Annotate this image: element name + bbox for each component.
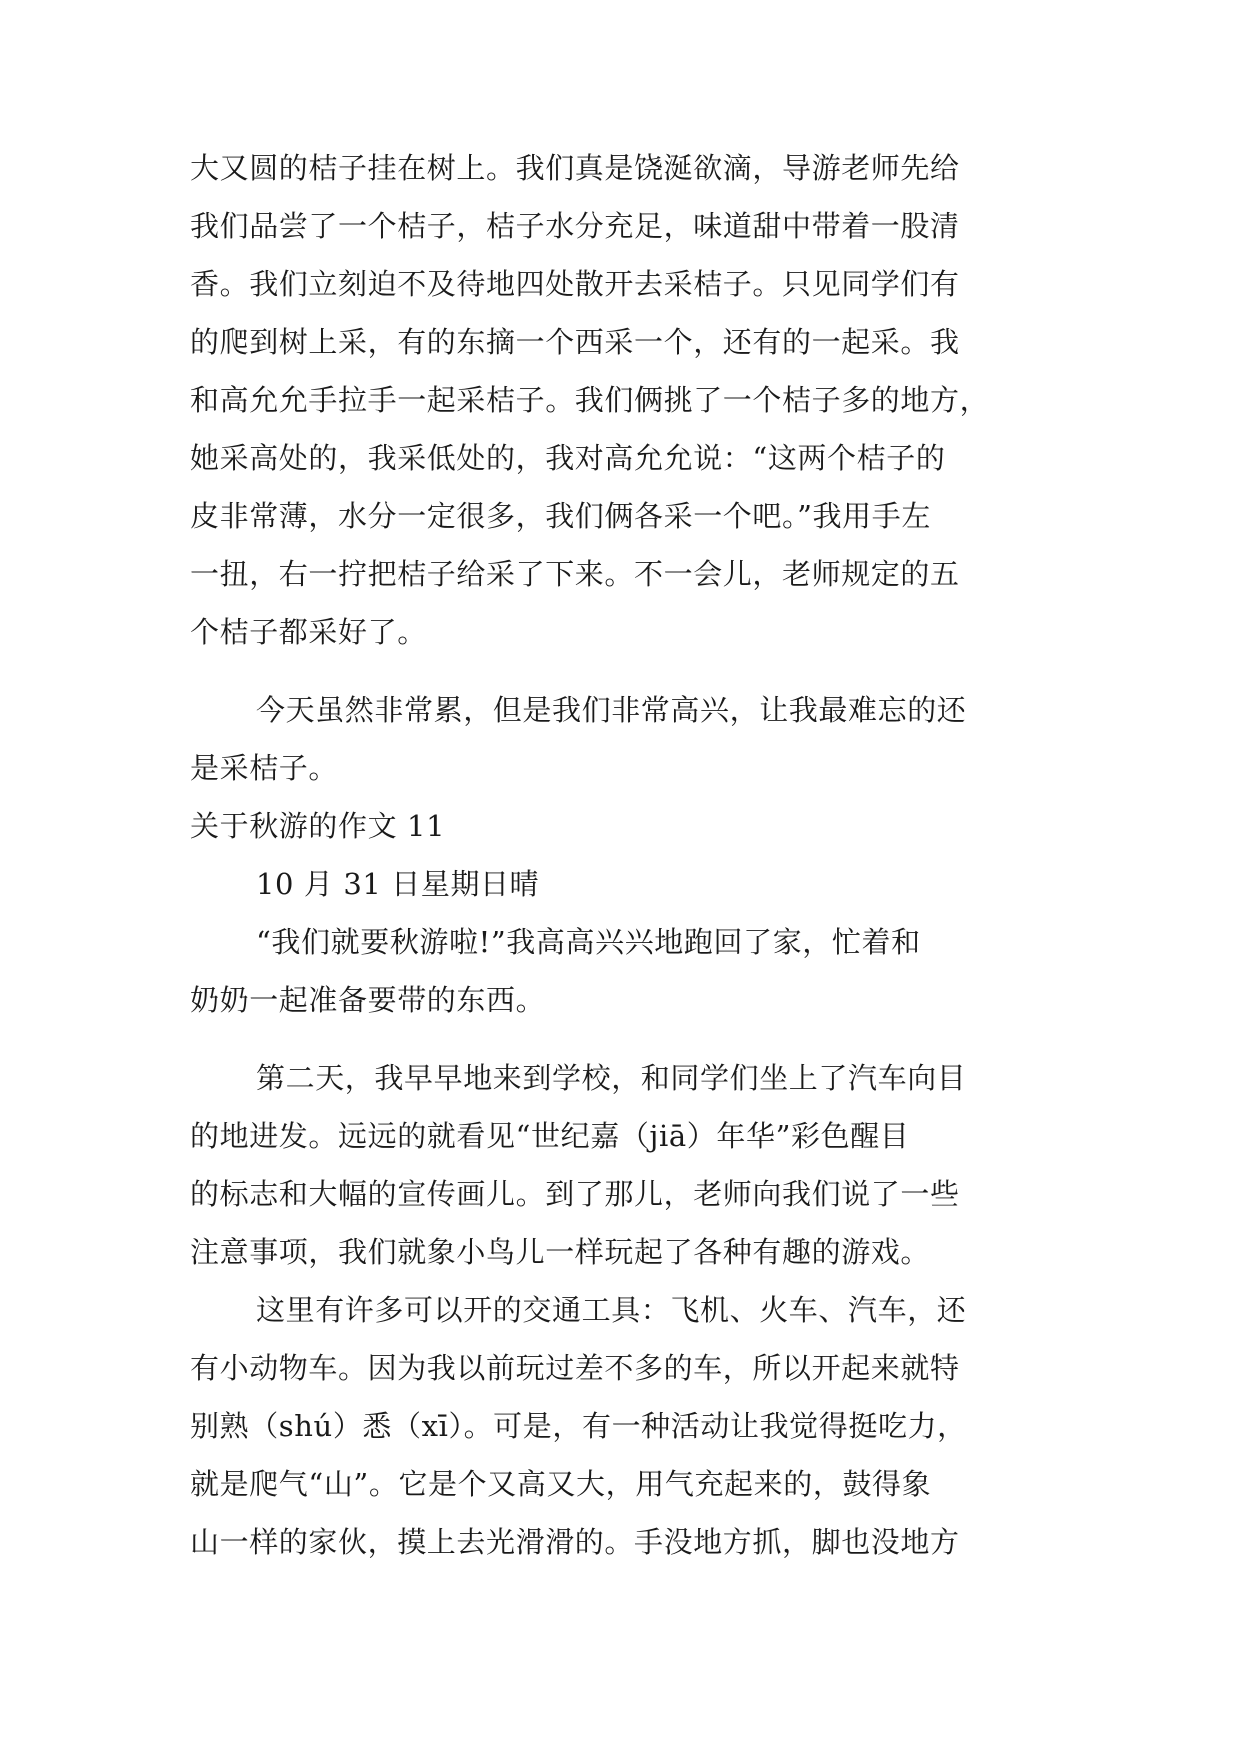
paragraph-line: 我们品尝了一个桔子，桔子水分充足，味道甜中带着一股清 xyxy=(190,209,960,243)
paragraph-line: 奶奶一起准备要带的东西。 xyxy=(190,983,546,1017)
paragraph-line: 个桔子都采好了。 xyxy=(190,615,427,649)
paragraph-line: 一扭，右一拧把桔子给采了下来。不一会儿，老师规定的五 xyxy=(190,557,960,591)
paragraph-line: 香。我们立刻迫不及待地四处散开去采桔子。只见同学们有 xyxy=(190,267,960,301)
paragraph-line: 这里有许多可以开的交通工具：飞机、火车、汽车，还 xyxy=(256,1293,967,1327)
paragraph-line: 她采高处的，我采低处的，我对高允允说：“这两个桔子的 xyxy=(190,441,946,475)
paragraph-line: 和高允允手拉手一起采桔子。我们俩挑了一个桔子多的地方， xyxy=(190,383,990,417)
paragraph-line: 有小动物车。因为我以前玩过差不多的车，所以开起来就特 xyxy=(190,1351,960,1385)
paragraph-line: 就是爬气“山”。它是个又高又大，用气充起来的，鼓得象 xyxy=(190,1467,932,1501)
paragraph-line: 的地进发。远远的就看见“世纪嘉（jiā）年华”彩色醒目 xyxy=(190,1119,910,1153)
paragraph-line: 注意事项，我们就象小鸟儿一样玩起了各种有趣的游戏。 xyxy=(190,1235,931,1269)
paragraph-line: 今天虽然非常累，但是我们非常高兴，让我最难忘的还 xyxy=(256,693,967,727)
paragraph-line: 第二天，我早早地来到学校，和同学们坐上了汽车向目 xyxy=(256,1061,967,1095)
date-line: 10 月 31 日星期日晴 xyxy=(256,867,540,901)
paragraph-line: 别熟（shú）悉（xī）。可是，有一种活动让我觉得挺吃力， xyxy=(190,1409,967,1443)
paragraph-line: 的标志和大幅的宣传画儿。到了那儿，老师向我们说了一些 xyxy=(190,1177,960,1211)
paragraph-line: 山一样的家伙，摸上去光滑滑的。手没地方抓，脚也没地方 xyxy=(190,1525,960,1559)
section-heading: 关于秋游的作文 11 xyxy=(190,809,446,843)
paragraph-line: 是采桔子。 xyxy=(190,751,339,785)
paragraph-line: 的爬到树上采，有的东摘一个西采一个，还有的一起采。我 xyxy=(190,325,960,359)
paragraph-line: 大又圆的桔子挂在树上。我们真是饶涎欲滴，导游老师先给 xyxy=(190,151,960,185)
paragraph-line: 皮非常薄，水分一定很多，我们俩各采一个吧。”我用手左 xyxy=(190,499,931,533)
paragraph-line: “我们就要秋游啦!”我高高兴兴地跑回了家，忙着和 xyxy=(256,925,921,959)
